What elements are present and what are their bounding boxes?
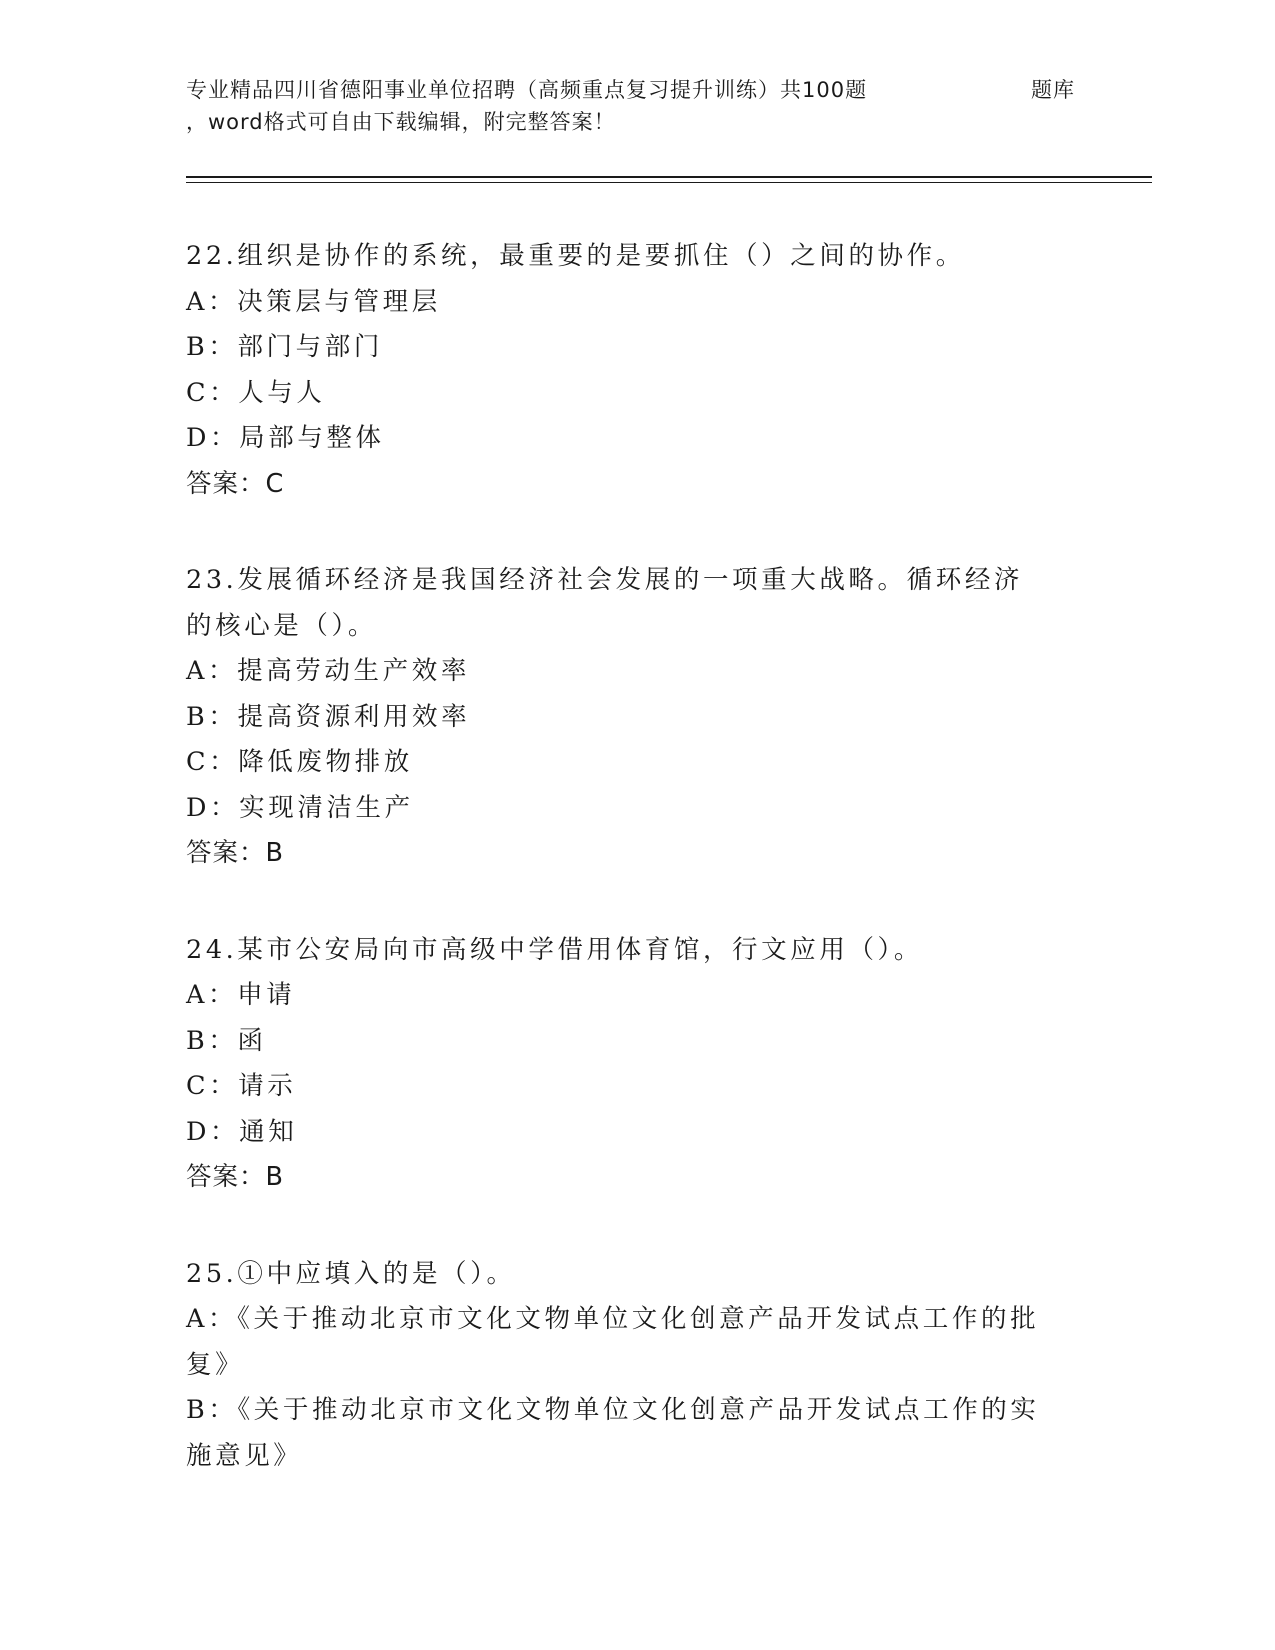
question-23 xyxy=(186,558,1086,877)
question-25 xyxy=(186,1252,1086,1480)
question-stem: 22.组织是协作的系统，最重要的是要抓住（）之间的协作。 xyxy=(186,241,965,271)
question-22 xyxy=(186,234,1086,507)
header-title: 专业精品四川省德阳事业单位招聘（高频重点复习提升训练）共100题 xyxy=(186,78,868,102)
option-c: C：降低废物排放 xyxy=(186,747,413,777)
option-b: B：部门与部门 xyxy=(186,332,383,362)
option-b: B：提高资源利用效率 xyxy=(186,701,471,732)
option-a: A：《关于推动北京市文化文物单位文化创意产品开发试点工作的批复》 xyxy=(186,1304,1040,1380)
option-d: D：实现清洁生产 xyxy=(186,792,414,823)
question-24 xyxy=(186,928,1086,1201)
header-divider-thin xyxy=(186,182,1152,183)
question-list xyxy=(186,234,1086,1530)
answer-line: 答案：C xyxy=(186,468,285,499)
option-a: A：申请 xyxy=(186,980,296,1010)
option-d: D：通知 xyxy=(186,1116,298,1147)
header-subtitle: ，word格式可自由下载编辑，附完整答案！ xyxy=(186,110,616,134)
header-title-line xyxy=(186,74,1086,106)
header-divider-thick xyxy=(186,176,1152,178)
option-b: B：函 xyxy=(186,1025,267,1056)
header-tag: 题库 xyxy=(1031,78,1075,102)
option-a: A：提高劳动生产效率 xyxy=(186,656,470,686)
option-b: B：《关于推动北京市文化文物单位文化创意产品开发试点工作的实施意见》 xyxy=(186,1395,1040,1471)
answer-line: 答案：B xyxy=(186,838,284,868)
question-stem: 25.①中应填入的是（）。 xyxy=(186,1258,516,1289)
answer-line: 答案：B xyxy=(186,1162,284,1192)
page-header xyxy=(186,74,1086,138)
option-c: C：请示 xyxy=(186,1071,297,1101)
option-c: C：人与人 xyxy=(186,377,326,408)
question-stem: 23.发展循环经济是我国经济社会发展的一项重大战略。循环经济的核心是（）。 xyxy=(186,565,1024,641)
question-stem: 24.某市公安局向市高级中学借用体育馆，行文应用（）。 xyxy=(186,934,924,965)
option-a: A：决策层与管理层 xyxy=(186,286,441,317)
option-d: D：局部与整体 xyxy=(186,423,385,453)
